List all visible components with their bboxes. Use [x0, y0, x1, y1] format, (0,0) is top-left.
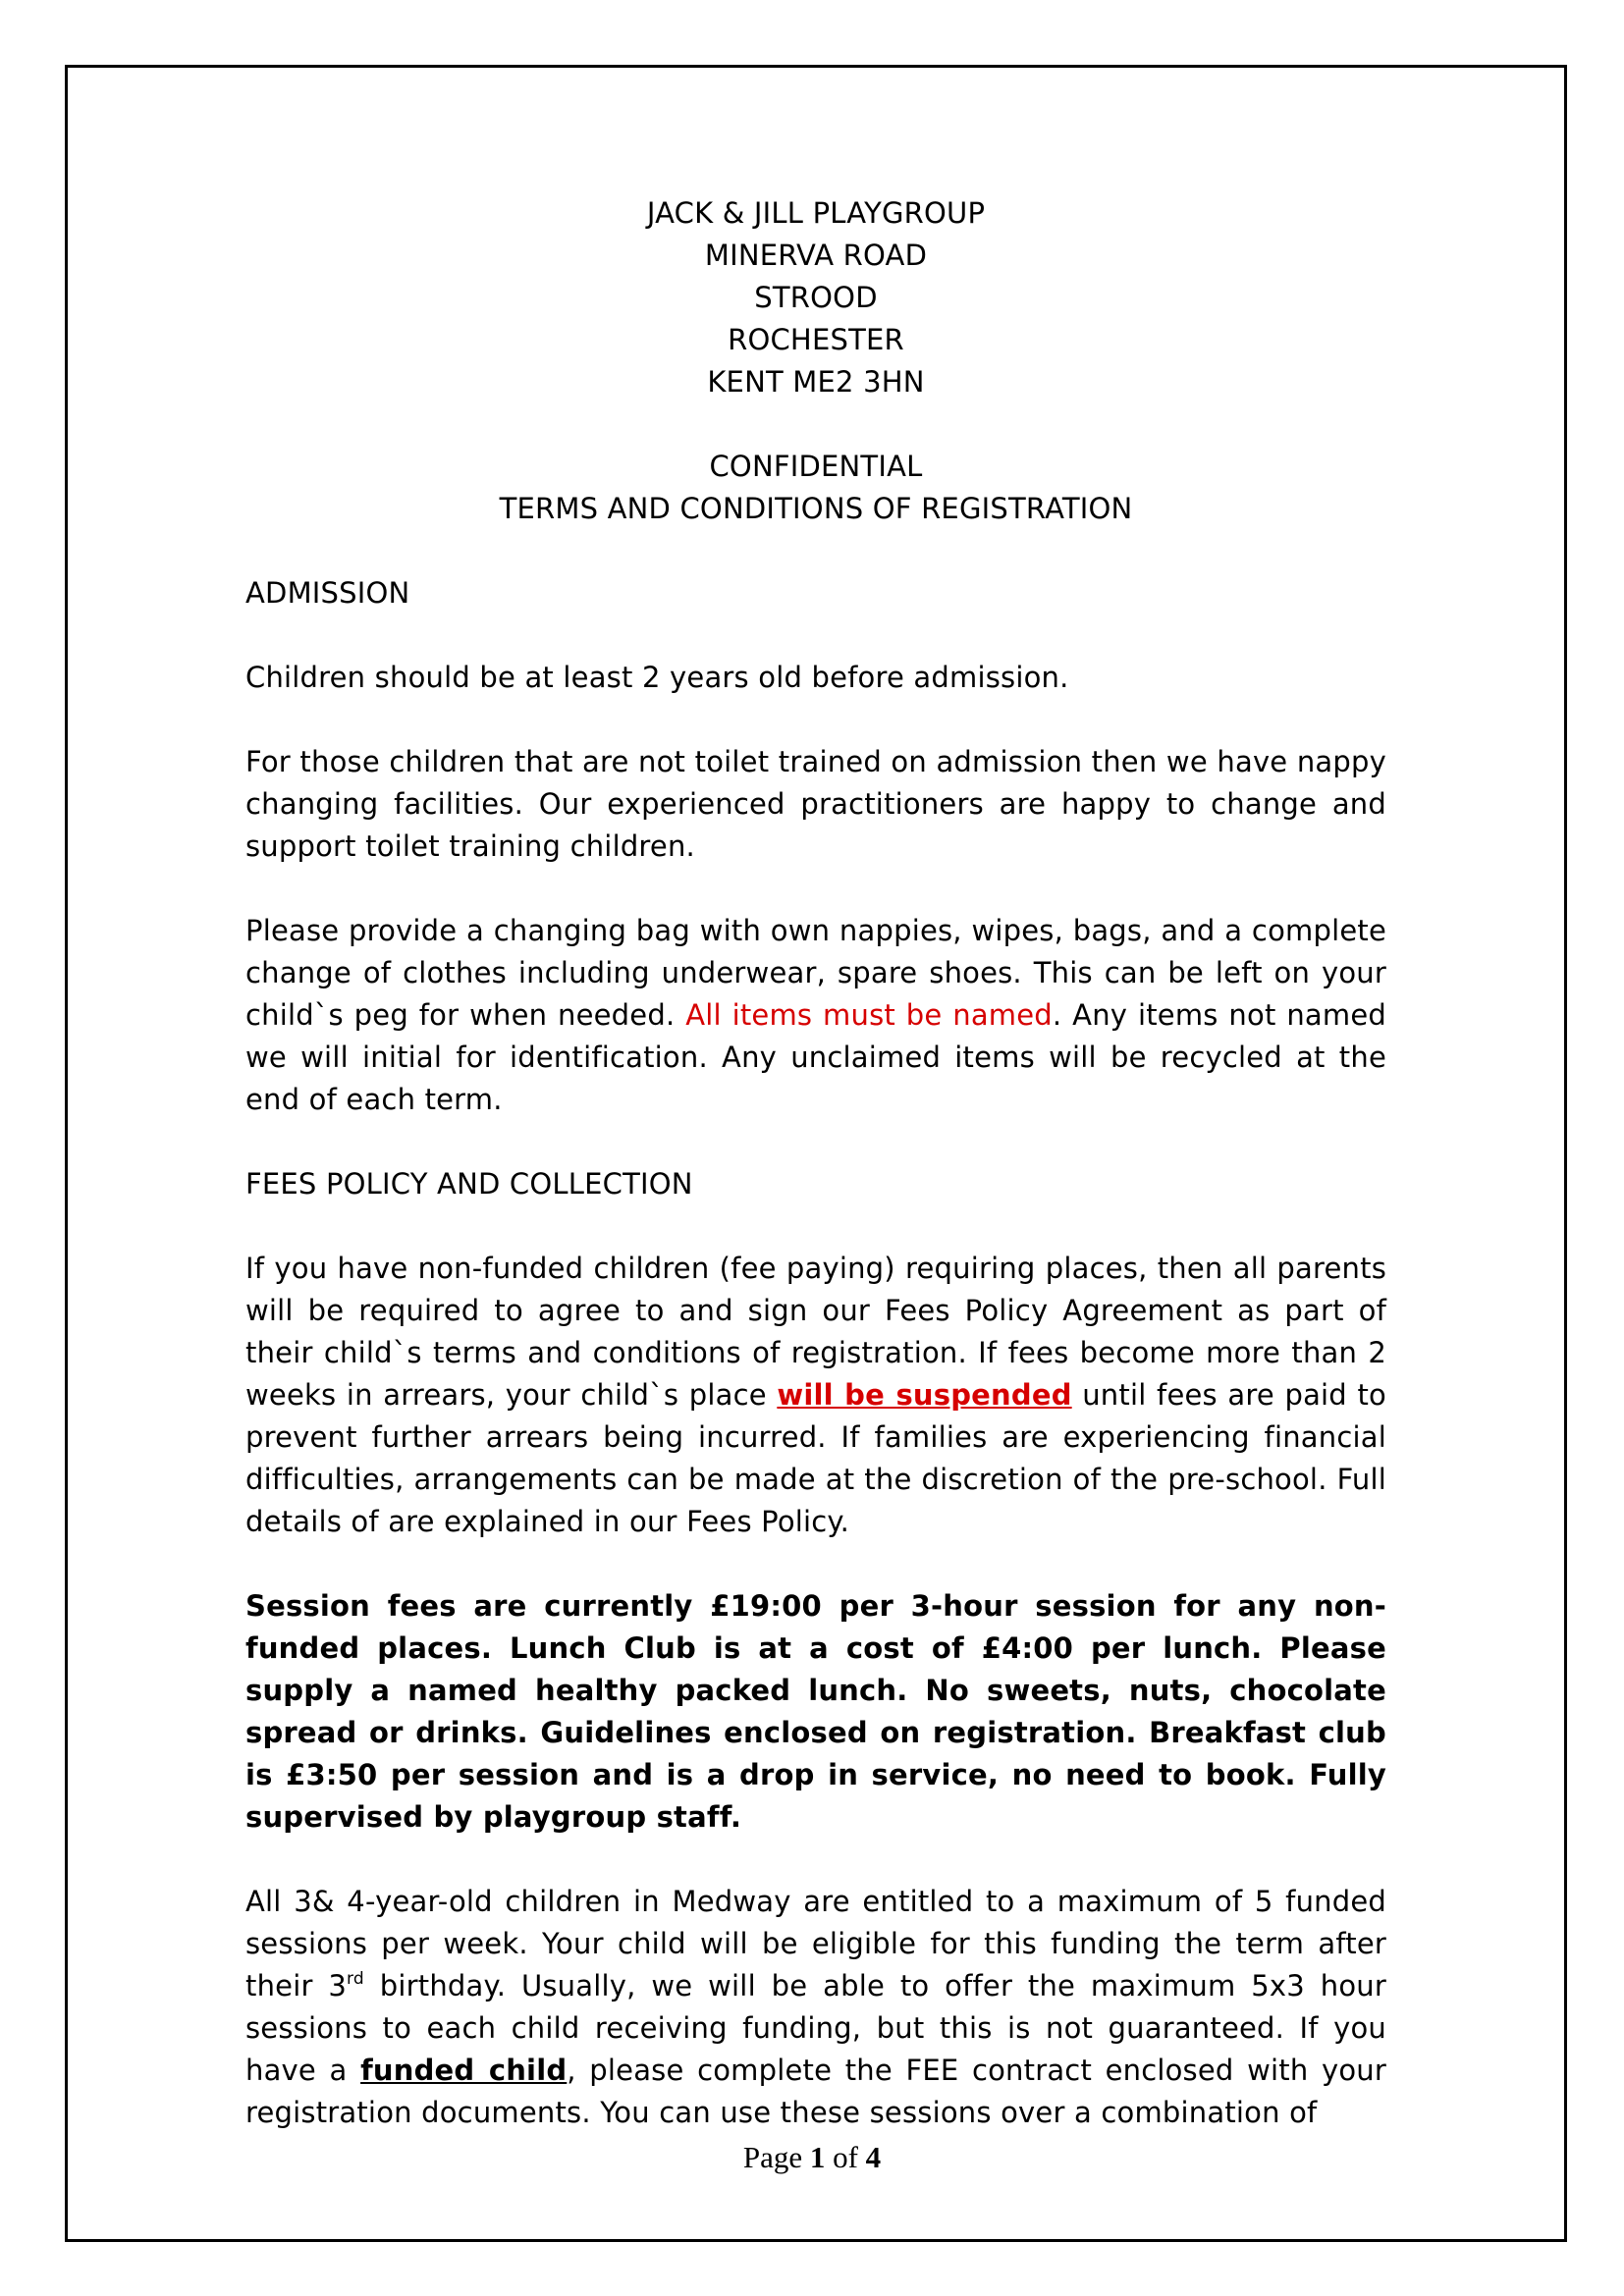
- admission-paragraph-3: [245, 910, 1386, 1121]
- admission-paragraph-1: Children should be at least 2 years old before admission.: [245, 661, 1069, 694]
- fees-heading: FEES POLICY AND COLLECTION: [245, 1167, 693, 1201]
- fees-paragraph-2: Session fees are currently £19:00 per 3-hour session for any non-funded places. Lunch Club is at a cost of £4:00 per lunch. Please supply a named healthy packed lunch. No sweets, nuts, chocolate spread or drinks. Guidelines enclosed on registration. Breakfast club is £3:50 per session and is a drop in service, no need to book. Fully supervised by playgroup staff.: [245, 1589, 1386, 1834]
- admission-p3-text-b: . Any items not named we will initial for identification. Any unclaimed items will be recycled at the end of each term.: [245, 998, 1386, 1116]
- title-block: [245, 446, 1386, 530]
- address-block: [245, 192, 1386, 403]
- ordinal-suffix: rd: [347, 1969, 364, 1989]
- page-number: 1: [809, 2140, 826, 2174]
- fees-p1-text-b: until fees are paid to prevent further arrears being incurred. If families are experiencing financial difficulties, arrangements can be made at the discretion of the pre-school. Full details of are explained in our Fees Policy.: [245, 1378, 1386, 1538]
- items-named-warning: All items must be named: [685, 998, 1053, 1032]
- admission-paragraph-2: For those children that are not toilet trained on admission then we have nappy changing facilities. Our experienced practitioners are happy to change and support toilet training children.: [245, 745, 1386, 863]
- admission-heading: ADMISSION: [245, 576, 410, 610]
- fees-p3-text-c: , please complete the FEE contract enclosed with your registration documents. You can use these sessions over a combination of: [245, 2054, 1386, 2129]
- page-word: Page: [742, 2140, 803, 2174]
- address-street: MINERVA ROAD: [704, 239, 928, 272]
- page-total: 4: [865, 2140, 882, 2174]
- admission-p3-text-a: Please provide a changing bag with own nappies, wipes, bags, and a complete change of clothes including underwear, spare shoes. This can be left on your child`s peg for when needed.: [245, 914, 1386, 1032]
- document-title: TERMS AND CONDITIONS OF REGISTRATION: [499, 492, 1133, 525]
- fees-p3-text-a: All 3& 4-year-old children in Medway are entitled to a maximum of 5 funded sessions per week. Your child will be eligible for this funding the term after their 3: [245, 1885, 1386, 2002]
- funded-child-term: funded child: [360, 2054, 568, 2087]
- fees-paragraph-1: [245, 1248, 1386, 1543]
- document-body: [245, 192, 1386, 2134]
- address-city: ROCHESTER: [728, 323, 904, 356]
- fees-paragraph-3: [245, 1881, 1386, 2134]
- org-name: JACK & JILL PLAYGROUP: [646, 196, 986, 230]
- suspended-warning: will be suspended: [777, 1378, 1072, 1412]
- address-town: STROOD: [754, 281, 878, 314]
- fees-p1-text-a: If you have non-funded children (fee paying) requiring places, then all parents will be required to agree to and sign our Fees Policy Agreement as part of their child`s terms and conditions of registration. If fees become more than 2 weeks in arrears, your child`s place: [245, 1252, 1386, 1412]
- of-word: of: [833, 2140, 858, 2174]
- fees-p3-text-b: birthday. Usually, we will be able to offer the maximum 5x3 hour sessions to each child receiving funding, but this is not guaranteed. If you have a: [245, 1969, 1386, 2087]
- page-footer: [0, 2140, 1624, 2175]
- confidential-label: CONFIDENTIAL: [709, 450, 923, 483]
- address-postcode: KENT ME2 3HN: [707, 365, 925, 399]
